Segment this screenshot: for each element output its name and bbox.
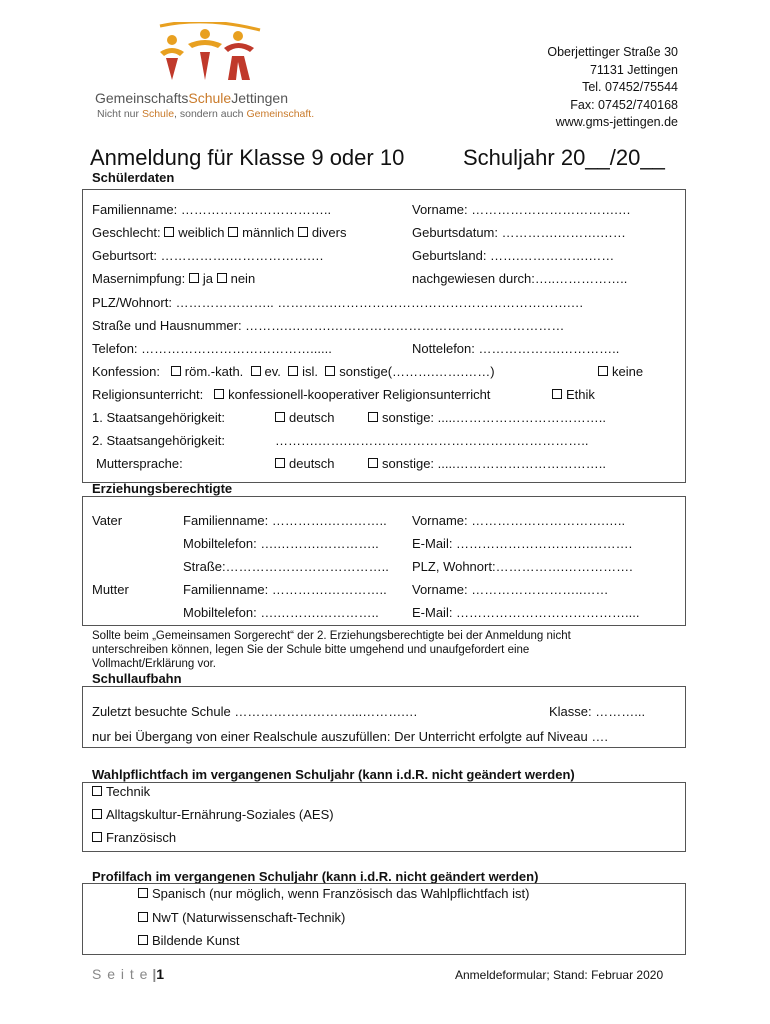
masern-label: Masernimpfung: [92, 271, 186, 286]
label-sa2: 2. Staatsangehörigkeit: [92, 433, 225, 448]
address-street: Oberjettinger Straße 30 [547, 45, 678, 59]
school-logo [95, 22, 315, 122]
weiblich-label: weiblich [178, 225, 225, 240]
field-vater-familienname[interactable]: Familienname: ………….………….. [183, 513, 387, 528]
checkbox-masern-nein[interactable] [217, 273, 227, 283]
field-mutter-email[interactable]: E-Mail: ………………………………….... [412, 605, 640, 620]
label-vater: Vater [92, 513, 123, 528]
field-telefon[interactable]: Telefon: …………………………………...... [92, 341, 332, 356]
ethik-label: Ethik [566, 387, 595, 402]
field-sa1-sonstige [368, 410, 606, 425]
school-address [547, 44, 678, 132]
address-tel: Tel. 07452/75544 [582, 80, 678, 94]
address-fax: Fax: 07452/740168 [570, 97, 678, 112]
option-nwt[interactable] [138, 910, 345, 925]
field-geburtsland[interactable]: Geburtsland: …….…………….…… [412, 248, 615, 263]
checkbox-keine[interactable] [598, 366, 608, 376]
divers-label: divers [311, 225, 347, 240]
keine-label: keine [612, 364, 644, 379]
field-eltern-plz[interactable]: PLZ, Wohnort:…………….……………. [412, 559, 633, 574]
field-mutter-mobil[interactable]: Mobiltelefon: ….……….………….. [183, 605, 379, 620]
checkbox-mutter-sonstige[interactable] [368, 458, 378, 468]
section-erziehungsberechtigte: Erziehungsberechtigte [92, 481, 233, 496]
field-masernimpfung [92, 271, 255, 286]
konfession-label: Konfession: [92, 364, 160, 379]
section-schullaufbahn: Schullaufbahn [92, 671, 182, 686]
option-technik[interactable] [92, 784, 150, 799]
logo-figures-icon [150, 22, 280, 84]
option-franzoesisch[interactable] [92, 830, 176, 845]
nein-label: nein [230, 271, 256, 286]
footer-page-number: 1 [156, 966, 165, 982]
checkbox-rk[interactable] [171, 366, 181, 376]
logo-tagline: Nicht nur Schule, sondern auch Gemeinschaft. [97, 108, 315, 120]
sorgerecht-note [92, 629, 571, 671]
field-geschlecht [92, 225, 347, 240]
field-realschule-niveau[interactable]: nur bei Übergang von einer Realschule auszufüllen: Der Unterricht erfolgte auf Niveau …. [92, 729, 608, 744]
sonstige-label: sonstige(……….…….……) [339, 364, 495, 379]
checkbox-kunst[interactable] [138, 935, 148, 945]
checkbox-ev[interactable] [251, 366, 261, 376]
field-mutter-sonstige [368, 456, 606, 471]
field-familienname[interactable]: Familienname: …………………………….. [92, 202, 332, 217]
konfkoop-label: konfessionell-kooperativer Religionsunterricht [228, 387, 491, 402]
deutsch-label: deutsch [289, 410, 335, 425]
field-sa1-deutsch [275, 410, 335, 425]
label-sa1: 1. Staatsangehörigkeit: [92, 410, 225, 425]
franzoesisch-label: Französisch [106, 830, 177, 845]
checkbox-konfkoop[interactable] [214, 389, 224, 399]
checkbox-masern-ja[interactable] [189, 273, 199, 283]
field-konfession [92, 364, 495, 379]
sa1-sonstige-label: sonstige: .....…………………………….. [382, 410, 606, 425]
note-line-1: Sollte beim „Gemeinsamen Sorgerecht“ der 2. Erziehungsberechtigte bei der Anmeldung nicht [92, 630, 571, 642]
field-nottelefon[interactable]: Nottelefon: ……………….………….. [412, 341, 620, 356]
field-eltern-strasse[interactable]: Straße:……………………………….. [183, 559, 389, 574]
checkbox-divers[interactable] [298, 227, 308, 237]
note-line-3: Vollmacht/Erklärung vor. [92, 658, 217, 670]
option-kunst[interactable] [138, 933, 239, 948]
field-mutter-familienname[interactable]: Familienname: ………….………….. [183, 582, 387, 597]
footer-seite: S e i t e [92, 966, 149, 982]
field-plz-wohnort[interactable]: PLZ/Wohnort: ………………….. ………….……………………………………………….… [92, 295, 584, 310]
rk-label: röm.-kath. [184, 364, 244, 379]
maennlich-label: männlich [242, 225, 295, 240]
checkbox-franzoesisch[interactable] [92, 832, 102, 842]
field-strasse[interactable]: Straße und Hausnummer: ……….……….……………………………………………… [92, 318, 565, 333]
geschlecht-label: Geschlecht: [92, 225, 161, 240]
checkbox-technik[interactable] [92, 786, 102, 796]
address-web: www.gms-jettingen.de [555, 115, 678, 129]
field-vater-vorname[interactable]: Vorname: ………………………….….. [412, 513, 626, 528]
checkbox-spanisch[interactable] [138, 888, 148, 898]
checkbox-isl[interactable] [288, 366, 298, 376]
field-geburtsort[interactable]: Geburtsort: …………….……………….… [92, 248, 324, 263]
field-klasse[interactable]: Klasse: ………... [549, 704, 646, 719]
checkbox-aes[interactable] [92, 809, 102, 819]
kunst-label: Bildende Kunst [152, 933, 240, 948]
field-keine [598, 364, 643, 379]
footer-stand: Anmeldeformular; Stand: Februar 2020 [455, 968, 664, 982]
checkbox-weiblich[interactable] [164, 227, 174, 237]
mutter-deutsch-label: deutsch [289, 456, 335, 471]
logo-name: GemeinschaftsSchuleJettingen [95, 90, 289, 106]
page-footer-left [92, 966, 164, 982]
field-vorname[interactable]: Vorname: …………………………….… [412, 202, 631, 217]
checkbox-mutter-deutsch[interactable] [275, 458, 285, 468]
section-wahlpflichtfach: Wahlpflichtfach im vergangenen Schuljahr (kann i.d.R. nicht geändert werden) [92, 767, 575, 782]
field-mutter-deutsch [275, 456, 335, 471]
label-mutter: Mutter [92, 582, 129, 597]
note-line-2: unterschreiben können, legen Sie der Schule bitte umgehend und unaufgefordert eine [92, 644, 530, 656]
field-ethik [552, 387, 595, 402]
nwt-label: NwT (Naturwissenschaft-Technik) [152, 910, 346, 925]
spanisch-label: Spanisch (nur möglich, wenn Französisch das Wahlpflichtfach ist) [152, 886, 530, 901]
field-mutter-vorname[interactable]: Vorname: ……………………..…… [412, 582, 609, 597]
field-religion [92, 387, 490, 402]
field-sa2[interactable]: ……….…….……………………………………………….. [275, 433, 589, 448]
section-profilfach: Profilfach im vergangenen Schuljahr (kann i.d.R. nicht geändert werden) [92, 869, 539, 884]
ev-label: ev. [264, 364, 281, 379]
ja-label: ja [202, 271, 213, 286]
field-vater-email[interactable]: E-Mail: ………………………….………. [412, 536, 633, 551]
checkbox-maennlich[interactable] [228, 227, 238, 237]
technik-label: Technik [106, 784, 151, 799]
field-vater-mobil[interactable]: Mobiltelefon: ….……….………….. [183, 536, 379, 551]
checkbox-ethik[interactable] [552, 389, 562, 399]
label-muttersprache: Muttersprache: [96, 456, 183, 471]
field-nachgewiesen[interactable]: nachgewiesen durch:…..…………….. [412, 271, 628, 286]
checkbox-sonstige[interactable] [325, 366, 335, 376]
page-title: Anmeldung für Klasse 9 oder 10 [90, 145, 405, 170]
mutter-sonstige-label: sonstige: .....…………………………….. [382, 456, 606, 471]
isl-label: isl. [302, 364, 319, 379]
option-aes[interactable] [92, 807, 334, 822]
field-geburtsdatum[interactable]: Geburtsdatum: ………….……….…… [412, 225, 626, 240]
aes-label: Alltagskultur-Ernährung-Soziales (AES) [106, 807, 334, 822]
religion-label: Religionsunterricht: [92, 387, 204, 402]
checkbox-nwt[interactable] [138, 912, 148, 922]
checkbox-sa1-sonstige[interactable] [368, 412, 378, 422]
footer-sep: | [152, 966, 157, 982]
checkbox-sa1-deutsch[interactable] [275, 412, 285, 422]
section-schuelerdaten: Schülerdaten [92, 170, 175, 185]
option-spanisch[interactable] [138, 886, 529, 901]
field-letzte-schule[interactable]: Zuletzt besuchte Schule ………………………...……….… [92, 704, 418, 719]
school-year: Schuljahr 20__/20__ [463, 145, 665, 170]
address-city: 71131 Jettingen [589, 62, 678, 77]
